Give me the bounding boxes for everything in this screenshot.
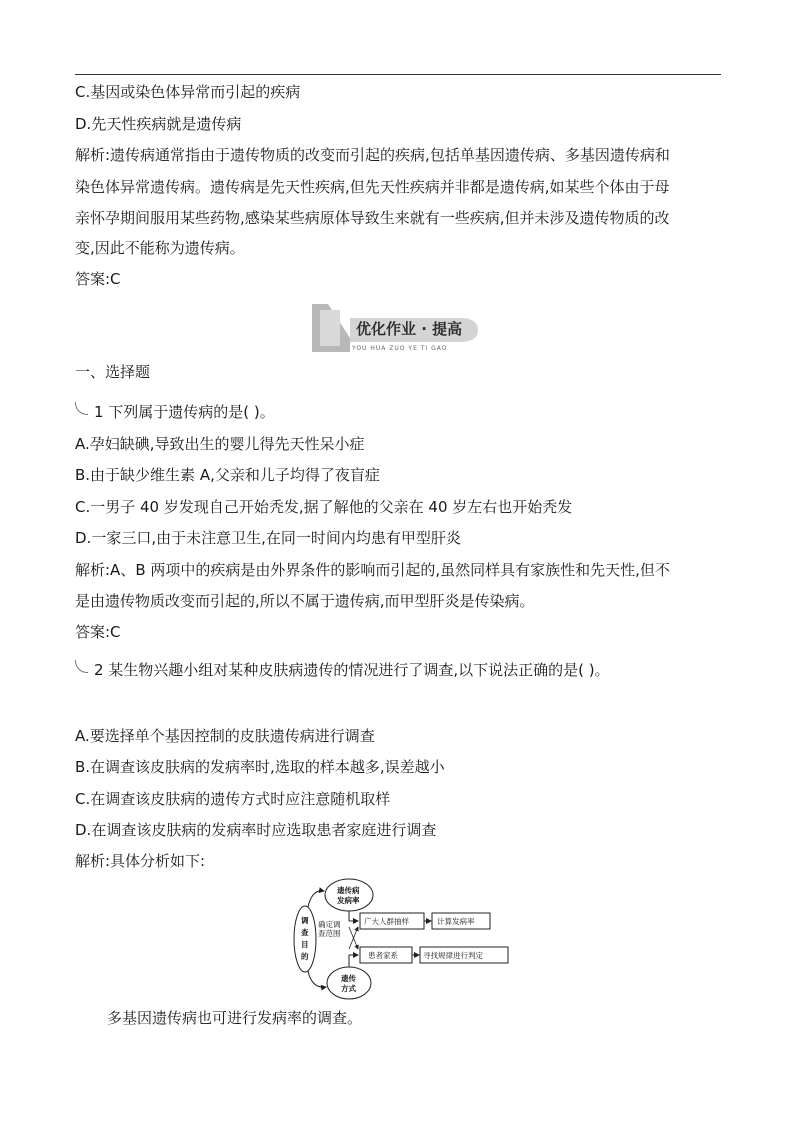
q1-stem-text: 1 下列属于遗传病的是( )。 <box>94 403 275 421</box>
q1-answer: 答案:C <box>75 623 121 641</box>
q2-stem <box>75 660 725 680</box>
q2-analysis: 解析:具体分析如下: <box>75 852 206 870</box>
q1-analysis-line-1: 解析:A、B 两项中的疾病是由外界条件的影响而引起的,虽然同样具有家族性和先天性,但不 <box>75 561 670 579</box>
banner-subtitle: YOU HUA ZUO YE TI GAO <box>352 345 448 352</box>
family-label: 患者家系 <box>368 951 398 960</box>
section-title: 一、选择题 <box>75 363 151 381</box>
q2-stem-text: 2 某生物兴趣小组对某种皮肤病遗传的情况进行了调查,以下说法正确的是( )。 <box>94 661 610 679</box>
prev-analysis-line-1: 解析:遗传病通常指由于遗传物质的改变而引起的疾病,包括单基因遗传病、多基因遗传病和 <box>75 146 670 164</box>
prev-analysis-line-3: 亲怀孕期间服用某些药物,感染某些病原体导致生来就有一些疾病,但并未涉及遗传物质的改 <box>75 209 670 227</box>
rate-node <box>325 879 373 911</box>
survey-flow-diagram <box>292 875 514 1003</box>
prev-option-c: C.基因或染色体异常而引起的疾病 <box>75 83 301 101</box>
mode-label-1: 遗传 <box>341 974 356 983</box>
question-mark-icon <box>75 402 88 415</box>
q1-option-b: B.由于缺少维生素 A,父亲和儿子均得了夜盲症 <box>75 466 380 484</box>
range-label-1: 确定调 <box>318 920 341 929</box>
purpose-char-2: 查 <box>301 928 309 937</box>
purpose-char-1: 调 <box>301 916 309 925</box>
purpose-char-4: 的 <box>301 952 309 961</box>
range-label-2: 查范围 <box>318 929 341 938</box>
top-rule <box>75 74 721 75</box>
population-label: 广大人群抽样 <box>364 917 409 926</box>
mode-node <box>327 967 371 999</box>
prev-option-d: D.先天性疾病就是遗传病 <box>75 115 242 133</box>
q1-option-d: D.一家三口,由于未注意卫生,在同一时间内均患有甲型肝炎 <box>75 529 461 547</box>
rate-label-1: 遗传病 <box>337 886 360 895</box>
mode-label-2: 方式 <box>341 984 356 993</box>
q2-option-a: A.要选择单个基因控制的皮肤遗传病进行调查 <box>75 727 375 745</box>
q1-option-c: C.一男子 40 岁发现自己开始秃发,据了解他的父亲在 40 岁左右也开始秃发 <box>75 498 573 516</box>
pattern-label: 寻找规律进行判定 <box>423 951 483 960</box>
section-banner-logo <box>310 300 485 356</box>
q1-stem <box>75 402 725 422</box>
q1-option-a: A.孕妇缺碘,导致出生的婴儿得先天性呆小症 <box>75 435 365 453</box>
prev-analysis-line-4: 变,因此不能称为遗传病。 <box>75 239 245 257</box>
prev-answer: 答案:C <box>75 270 121 288</box>
q2-option-c: C.在调查该皮肤病的遗传方式时应注意随机取样 <box>75 790 391 808</box>
calc-label: 计算发病率 <box>437 917 475 926</box>
q2-option-b: B.在调查该皮肤病的发病率时,选取的样本越多,误差越小 <box>75 758 445 776</box>
q1-analysis-line-2: 是由遗传物质改变而引起的,所以不属于遗传病,而甲型肝炎是传染病。 <box>75 592 535 610</box>
rate-label-2: 发病率 <box>337 896 360 905</box>
purpose-char-3: 目 <box>301 940 309 949</box>
question-mark-icon <box>75 660 88 673</box>
q2-option-d: D.在调查该皮肤病的发病率时应选取患者家庭进行调查 <box>75 821 437 839</box>
prev-analysis-line-2: 染色体异常遗传病。遗传病是先天性疾病,但先天性疾病并非都是遗传病,如某些个体由于母 <box>75 178 670 196</box>
q2-note: 多基因遗传病也可进行发病率的调查。 <box>107 1009 363 1027</box>
banner-title: 优化作业 · 提高 <box>356 320 463 338</box>
